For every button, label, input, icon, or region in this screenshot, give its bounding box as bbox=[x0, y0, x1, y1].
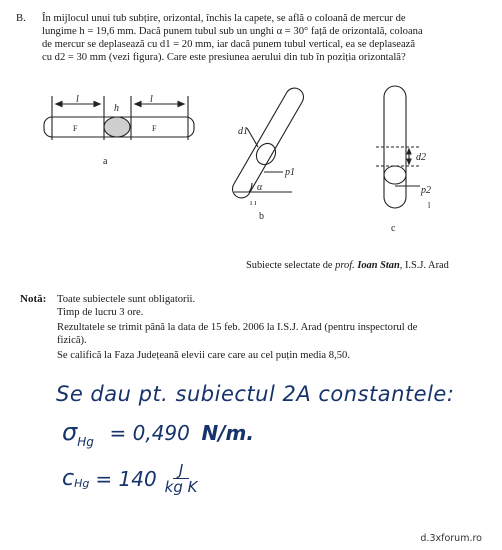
fig-b-label: b bbox=[259, 211, 264, 222]
watermark: d.3xforum.ro bbox=[420, 533, 482, 544]
problem-line: lungime h = 19,6 mm. Dacă punem tubul sub un unghi α = 30° față de orizontală, coloana bbox=[42, 26, 423, 37]
problem-label: B. bbox=[16, 13, 26, 24]
credit-line bbox=[246, 260, 449, 271]
note-line-5: Se califică la Faza Județeană elevii care care au cel puțin media 8,50. bbox=[57, 350, 350, 361]
fig-c-p2: p2 bbox=[421, 185, 431, 196]
note-line-1: Toate subiectele sunt obligatorii. bbox=[57, 294, 196, 305]
handwritten-c bbox=[62, 462, 197, 495]
figure-a bbox=[44, 94, 194, 167]
figures-drawing bbox=[0, 0, 502, 250]
fig-c-mark: l bbox=[428, 201, 431, 210]
sigma-value: = 0,490 bbox=[109, 421, 190, 445]
fig-b-base: ı ı bbox=[250, 198, 257, 207]
handwritten-line-1: Se dau pt. subiectul 2A constantele: bbox=[56, 382, 455, 406]
c-unit-numerator: J bbox=[173, 462, 189, 479]
credit-author-title: prof. bbox=[335, 260, 355, 271]
problem-line: cu d2 = 30 mm (vezi figura). Care este presiunea aerului din tub în poziția orizontală? bbox=[42, 52, 406, 63]
credit-prefix: Subiecte selectate de bbox=[246, 260, 336, 271]
c-subscript: Hg bbox=[74, 477, 90, 490]
fig-b-d1: d1 bbox=[238, 126, 248, 137]
sigma-unit: N/m. bbox=[201, 421, 254, 445]
figure-b bbox=[229, 85, 307, 222]
c-symbol: c bbox=[62, 466, 75, 491]
fig-a-l-right: l bbox=[150, 94, 153, 105]
credit-author: Ioan Stan bbox=[357, 260, 400, 271]
sigma-symbol: σ bbox=[62, 418, 78, 446]
fig-a-h: h bbox=[114, 103, 119, 114]
sigma-subscript: Hg bbox=[77, 434, 94, 449]
fig-a-label: a bbox=[103, 156, 108, 167]
fig-c-d2: d2 bbox=[416, 152, 426, 163]
fig-b-p1: p1 bbox=[285, 167, 295, 178]
problem-line: de mercur se deplasează cu d1 = 20 mm, iar dacă punem tubul vertical, ea se deplasează bbox=[42, 39, 416, 50]
c-unit-denominator: kg K bbox=[164, 478, 198, 496]
c-unit-fraction bbox=[165, 462, 198, 495]
fig-a-seg-right: F bbox=[152, 124, 157, 133]
fig-a-l-left: l bbox=[76, 94, 79, 105]
note-label: Notă: bbox=[20, 293, 47, 305]
note-line-4: fizică). bbox=[57, 335, 87, 346]
fig-a-seg-left: F bbox=[73, 124, 78, 133]
c-value: = 140 bbox=[95, 466, 157, 491]
fig-b-angle: α bbox=[257, 182, 263, 193]
figure-c bbox=[376, 86, 431, 234]
note-line-3: Rezultatele se trimit până la data de 15 feb. 2006 la I.S.J. Arad (pentru inspectorul de bbox=[57, 322, 418, 333]
credit-suffix: , I.S.J. Arad bbox=[399, 260, 449, 271]
problem-line: În mijlocul unui tub subțire, orizontal, închis la capete, se află o coloană de mercur de bbox=[42, 13, 406, 24]
note-line-2: Timp de lucru 3 ore. bbox=[57, 307, 144, 318]
fig-c-label: c bbox=[391, 223, 396, 234]
handwritten-sigma bbox=[62, 418, 254, 449]
